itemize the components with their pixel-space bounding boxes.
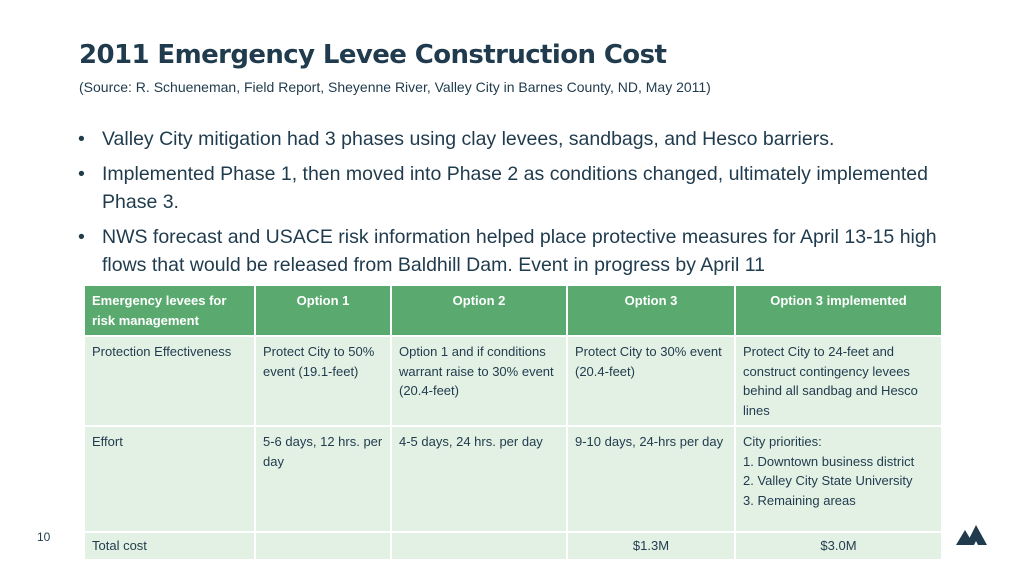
slide-subtitle: (Source: R. Schueneman, Field Report, Sheyenne River, Valley City in Barnes County, ND, May 2011) — [79, 79, 711, 95]
table-cell: Protect City to 50% event (19.1-feet) — [255, 336, 391, 426]
bullet-item — [78, 125, 958, 153]
table-cell: $3.0M — [735, 532, 942, 560]
table-cell: Protect City to 30% event (20.4-feet) — [567, 336, 735, 426]
priority-line: City priorities: — [743, 434, 822, 449]
table-header-row — [84, 285, 942, 336]
row-label: Protection Effectiveness — [84, 336, 255, 426]
cost-table — [83, 284, 943, 561]
table-cell — [255, 532, 391, 560]
priority-line: 2. Valley City State University — [743, 473, 913, 488]
table-cell — [391, 532, 567, 560]
table-row — [84, 426, 942, 532]
table-cell: Protect City to 24-feet and construct contingency levees behind all sandbag and Hesco lines — [735, 336, 942, 426]
bullet-symbol: • — [78, 226, 85, 248]
bullet-item — [78, 160, 958, 216]
row-label: Total cost — [84, 532, 255, 560]
table-row — [84, 336, 942, 426]
table-header-cell: Option 1 — [255, 285, 391, 336]
table-cell: 5-6 days, 12 hrs. per day — [255, 426, 391, 532]
table-header-cell: Option 3 — [567, 285, 735, 336]
table-cell: $1.3M — [567, 532, 735, 560]
priority-line: 3. Remaining areas — [743, 492, 856, 508]
mountain-logo-icon — [956, 524, 988, 546]
table-header-cell: Emergency levees for risk management — [84, 285, 255, 336]
table-cell: Option 1 and if conditions warrant raise to 30% event (20.4-feet) — [391, 336, 567, 426]
table-header-cell: Option 3 implemented — [735, 285, 942, 336]
bullet-symbol: • — [78, 128, 85, 150]
bullet-text: Valley City mitigation had 3 phases using clay levees, sandbags, and Hesco barriers. — [102, 128, 835, 150]
page-number: 10 — [37, 530, 51, 544]
bullet-text: NWS forecast and USACE risk information helped place protective measures for April 13-15 high flows that would be released from Baldhill Dam. Event in progress by April 11 — [102, 226, 937, 276]
slide-title: 2011 Emergency Levee Construction Cost — [79, 40, 667, 70]
bullet-list — [78, 125, 958, 286]
table-row — [84, 532, 942, 560]
bullet-symbol: • — [78, 163, 85, 185]
bullet-item — [78, 223, 958, 279]
table-header-cell: Option 2 — [391, 285, 567, 336]
table-cell — [735, 426, 942, 532]
bullet-text: Implemented Phase 1, then moved into Phase 2 as conditions changed, ultimately implemented Phase 3. — [102, 163, 928, 213]
table-cell: 4-5 days, 24 hrs. per day — [391, 426, 567, 532]
row-label: Effort — [84, 426, 255, 532]
priority-line: 1. Downtown business district — [743, 453, 915, 469]
table-cell: 9-10 days, 24-hrs per day — [567, 426, 735, 532]
